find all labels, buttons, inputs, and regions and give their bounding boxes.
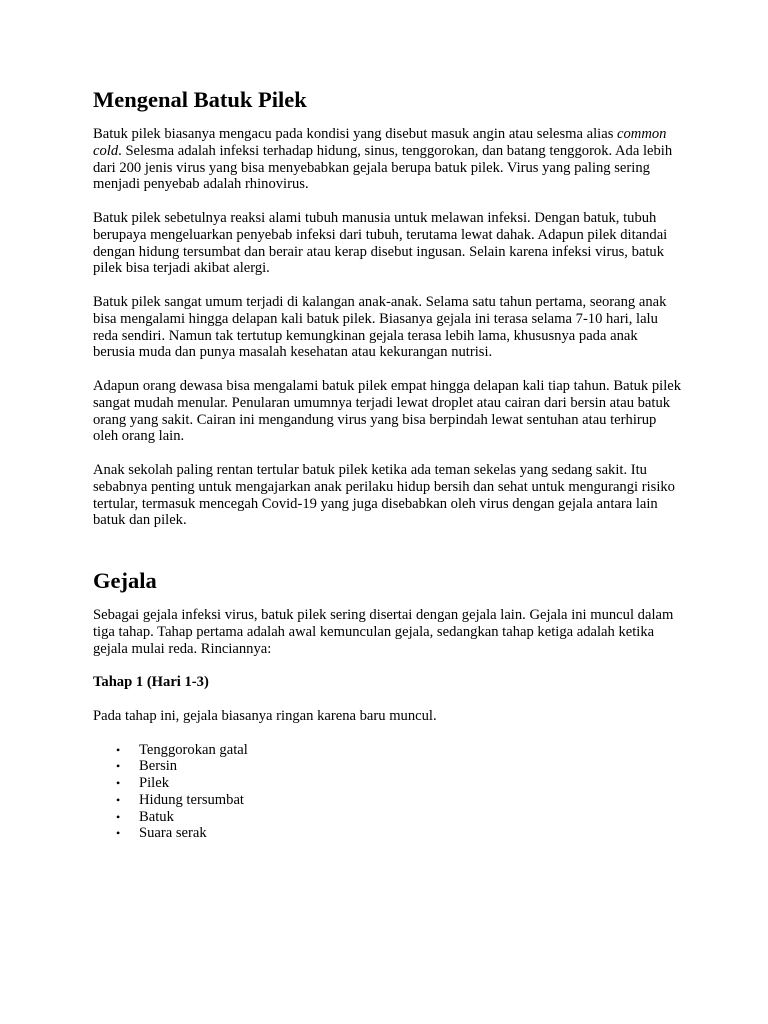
intro-text-italic: common cold — [93, 126, 667, 159]
bullet-icon: • — [116, 792, 121, 807]
stage1-text: Pada tahap ini, gejala biasanya ringan karena baru muncul. — [93, 707, 437, 724]
stage1-symptom-list — [93, 742, 683, 843]
bullet-icon: • — [116, 809, 121, 824]
document-page — [93, 86, 683, 842]
list-item-text: Pilek — [139, 775, 169, 792]
paragraph-reaction: Batuk pilek sebetulnya reaksi alami tubuh manusia untuk melawan infeksi. Dengan batuk, tubuh berupaya mengeluarkan penyebab infeksi dari tubuh, terutama lewat dahak. Adapun pilek ditandai dengan hidung tersumbat dan berair atau kerap disebut ingusan. Selain karena infeksi virus, batuk pilek bisa terjadi akibat alergi. — [93, 209, 668, 277]
list-item — [116, 741, 683, 759]
bullet-icon: • — [116, 776, 121, 791]
stage1-heading: Tahap 1 (Hari 1-3) — [93, 674, 209, 691]
list-item — [116, 758, 683, 775]
paragraph-school: Anak sekolah paling rentan tertular batuk pilek ketika ada teman sekelas yang sedang sakit. Itu sebabnya penting untuk mengajarkan anak perilaku hidup bersih dan sehat untuk mengurangi risiko tertular, termasuk mencegah Covid-19 yang juga disebabkan oleh virus dengan gejala antara lain batuk dan pilek. — [93, 461, 675, 529]
paragraph-adults: Adapun orang dewasa bisa mengalami batuk pilek empat hingga delapan kali tiap tahun. Batuk pilek sangat mudah menular. Penularan umumnya terjadi lewat droplet atau cairan dari bersin atau batuk orang yang sakit. Cairan ini mengandung virus yang bisa berpindah lewat sentuhan atau terhirup oleh orang lain. — [93, 377, 682, 445]
bullet-icon: • — [116, 759, 121, 774]
list-item — [116, 775, 683, 792]
list-item — [116, 808, 683, 826]
symptoms-title: Gejala — [93, 568, 157, 594]
list-item-text: Batuk — [139, 808, 174, 825]
symptoms-section — [93, 567, 683, 842]
article-title: Mengenal Batuk Pilek — [93, 87, 307, 112]
list-item-text: Tenggorokan gatal — [139, 741, 248, 758]
symptoms-intro: Sebagai gejala infeksi virus, batuk pilek sering disertai dengan gejala lain. Gejala ini muncul dalam tiga tahap. Tahap pertama adalah awal kemunculan gejala, sedangkan tahap ketiga adalah ketika gejala mulai reda. Rinciannya: — [93, 607, 674, 657]
paragraph-children: Batuk pilek sangat umum terjadi di kalangan anak-anak. Selama satu tahun pertama, seorang anak bisa mengalami hingga delapan kali batuk pilek. Biasanya gejala ini terasa selama 7-10 hari, lalu reda sendiri. Namun tak tertutup kemungkinan gejala terasa lebih lama, khususnya pada anak berusia muda dan punya masalah kesehatan atau kekurangan nutrisi. — [93, 293, 667, 361]
intro-text-after: . Selesma adalah infeksi terhadap hidung, sinus, tenggorokan, dan batang tenggorok. Ada lebih dari 200 jenis virus yang bisa menyebabkan gejala berupa batuk pilek. Virus yang paling sering menjadi penyebab adalah rhinovirus. — [93, 142, 673, 193]
list-item — [116, 825, 683, 842]
intro-text-before: Batuk pilek biasanya mengacu pada kondisi yang disebut masuk angin atau selesma alias — [93, 126, 618, 142]
list-item-text: Bersin — [139, 758, 178, 775]
list-item-text: Hidung tersumbat — [139, 791, 244, 808]
bullet-icon: • — [116, 742, 121, 757]
bullet-icon: • — [116, 826, 121, 841]
intro-paragraph — [93, 126, 683, 193]
list-item — [116, 791, 683, 809]
list-item-text: Suara serak — [139, 825, 207, 842]
